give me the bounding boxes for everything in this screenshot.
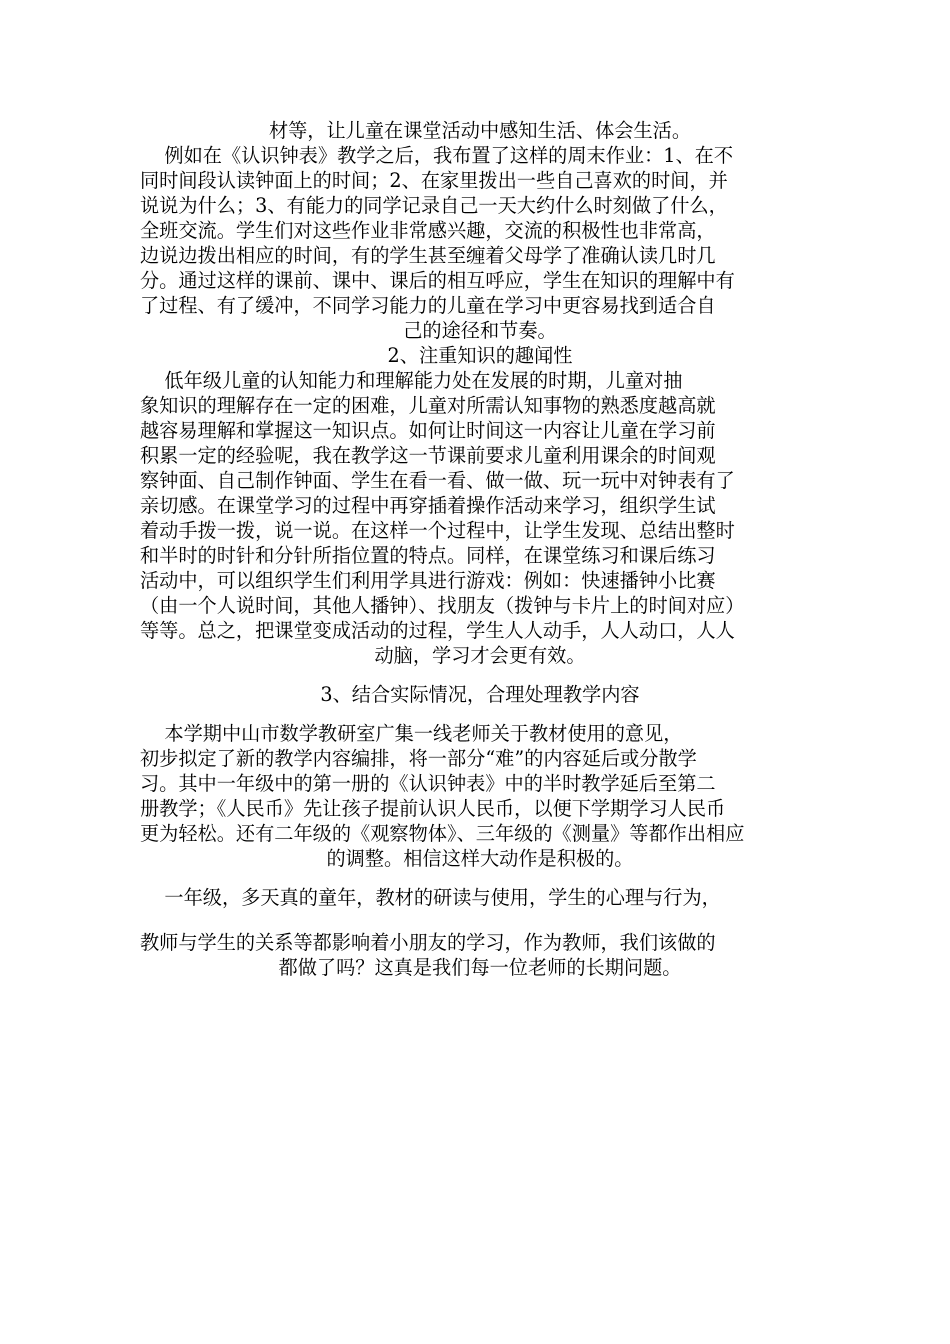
text-line: 更为轻松。还有二年级的《观察物体》、三年级的《测量》等都作出相应 (140, 822, 745, 845)
text-line: 例如在《认识钟表》教学之后，我布置了这样的周末作业：1、在不 (140, 144, 734, 167)
text-line: 都做了吗？这真是我们每一位老师的长期问题。 (278, 956, 682, 979)
text-line: 材等，让儿童在课堂活动中感知生活、体会生活。 (268, 119, 692, 142)
document-page (140, 118, 820, 980)
text-line: 和半时的时针和分针所指位置的特点。同样，在课堂练习和课后练习 (140, 544, 716, 567)
section-heading: 3、结合实际情况，合理处理教学内容 (320, 683, 640, 706)
paragraph-conclusion-1 (140, 885, 820, 910)
text-line: 教师与学生的关系等都影响着小朋友的学习，作为教师，我们该做的 (140, 931, 716, 954)
text-line: 的调整。相信这样大动作是积极的。 (326, 847, 634, 870)
text-line: 察钟面、自己制作钟面、学生在看一看、做一做、玩一玩中对钟表有了 (140, 469, 735, 492)
text-line: 本学期中山市数学教研室广集一线老师关于教材使用的意见， (140, 722, 683, 745)
heading-section-3 (140, 682, 820, 707)
text-line: 全班交流。学生们对这些作业非常感兴趣，交流的积极性也非常高， (140, 219, 716, 242)
text-line: 活动中，可以组织学生们利用学具进行游戏：例如：快速播钟小比赛 (140, 569, 716, 592)
paragraph-curriculum (140, 721, 820, 871)
text-line: （由一个人说时间，其他人播钟）、找朋友（拨钟与卡片上的时间对应） (140, 594, 745, 617)
text-line: 亲切感。在课堂学习的过程中再穿插着操作活动来学习，组织学生试 (140, 494, 716, 517)
text-line: 初步拟定了新的教学内容编排，将一部分“难”的内容延后或分散学 (140, 747, 697, 770)
text-line: 边说边拨出相应的时间，有的学生甚至缠着父母学了准确认读几时几 (140, 244, 716, 267)
paragraph-interest (140, 368, 820, 668)
paragraph-clock-homework (140, 143, 820, 343)
text-line: 习。其中一年级中的第一册的《认识钟表》中的半时教学延后至第二 (140, 772, 716, 795)
text-line: 动脑，学习才会更有效。 (374, 644, 586, 667)
text-line: 分。通过这样的课前、课中、课后的相互呼应，学生在知识的理解中有 (140, 269, 735, 292)
heading-section-2 (140, 343, 820, 368)
text-line: 了过程、有了缓冲，不同学习能力的儿童在学习中更容易找到适合自 (140, 294, 716, 317)
paragraph-conclusion-2 (140, 930, 820, 980)
text-line: 越容易理解和掌握这一知识点。如何让时间这一内容让儿童在学习前 (140, 419, 716, 442)
text-line: 低年级儿童的认知能力和理解能力处在发展的时期，儿童对抽 (140, 369, 683, 392)
text-line: 说说为什么；3、有能力的同学记录自己一天大约什么时刻做了什么， (140, 194, 728, 217)
text-line: 着动手拨一拨，说一说。在这样一个过程中，让学生发现、总结出整时 (140, 519, 735, 542)
text-line: 象知识的理解存在一定的困难，儿童对所需认知事物的熟悉度越高就 (140, 394, 716, 417)
text-line: 等等。总之，把课堂变成活动的过程，学生人人动手，人人动口，人人 (140, 619, 735, 642)
text-line: 积累一定的经验呢，我在教学这一节课前要求儿童利用课余的时间观 (140, 444, 716, 467)
paragraph-intro (140, 118, 820, 143)
text-line: 同时间段认读钟面上的时间；2、在家里拨出一些自己喜欢的时间，并 (140, 169, 728, 192)
text-line: 己的途径和节奏。 (403, 319, 557, 342)
text-line: 册教学；《人民币》先让孩子提前认识人民币，以便下学期学习人民币 (140, 797, 726, 820)
section-heading: 2、注重知识的趣闻性 (387, 344, 573, 367)
text-line: 一年级，多天真的童年，教材的研读与使用，学生的心理与行为， (140, 886, 721, 909)
